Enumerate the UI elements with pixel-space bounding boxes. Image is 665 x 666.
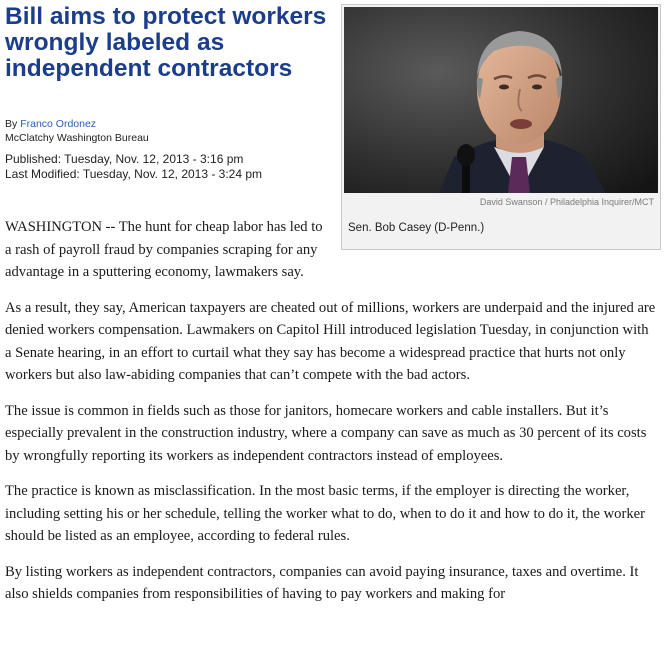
bureau-name: McClatchy Washington Bureau bbox=[5, 132, 149, 144]
last-modified-date: Last Modified: Tuesday, Nov. 12, 2013 - 3:24 pm bbox=[5, 167, 263, 181]
article-paragraph: By listing workers as independent contractors, companies can avoid paying insurance, taxes and overtime. It also shields companies from responsibilities of having to pay workers and making for bbox=[5, 563, 639, 602]
author-link[interactable]: Franco Ordonez bbox=[20, 118, 97, 130]
photo-credit: David Swanson / Philadelphia Inquirer/MCT bbox=[479, 197, 654, 207]
byline bbox=[5, 117, 149, 145]
article-body bbox=[5, 216, 657, 619]
article-paragraph: WASHINGTON -- The hunt for cheap labor has led to a rash of payroll fraud by companies scraping for any advantage in a sputtering economy, lawmakers say. bbox=[5, 219, 323, 280]
article-dates bbox=[5, 152, 262, 182]
senator-photo[interactable] bbox=[344, 7, 658, 193]
article-paragraph: The practice is known as misclassification. In the most basic terms, if the employer is directing the worker, including setting his or her schedule, telling the worker what to do, when to do it and how to do it, the worker should be listed as an employee, according to federal rules. bbox=[5, 483, 645, 544]
photo-box bbox=[341, 4, 661, 250]
published-date: Published: Tuesday, Nov. 12, 2013 - 3:16 pm bbox=[5, 152, 244, 166]
senator-portrait-image bbox=[344, 7, 658, 193]
headline: Bill aims to protect workers wrongly labeled as independent contractors bbox=[5, 3, 327, 82]
article-paragraph: As a result, they say, American taxpayers are cheated out of millions, workers are underpaid and the injured are denied workers compensation. Lawmakers on Capitol Hill introduced legislation Tuesday, in conjunction with a Senate hearing, in an effort to curtail what they say has become a widespread practice that hurts not only workers but also law-abiding companies that can’t compete with the bad actors. bbox=[5, 299, 656, 383]
article-paragraph: The issue is common in fields such as those for janitors, homecare workers and cable installers. But it’s especially prevalent in the construction industry, where a company can save as much as 30 percent of its costs by wrongfully reporting its workers as independent contractors instead of employees. bbox=[5, 402, 647, 464]
photo-caption: Sen. Bob Casey (D-Penn.) bbox=[348, 222, 485, 234]
byline-prefix: By bbox=[5, 118, 18, 130]
